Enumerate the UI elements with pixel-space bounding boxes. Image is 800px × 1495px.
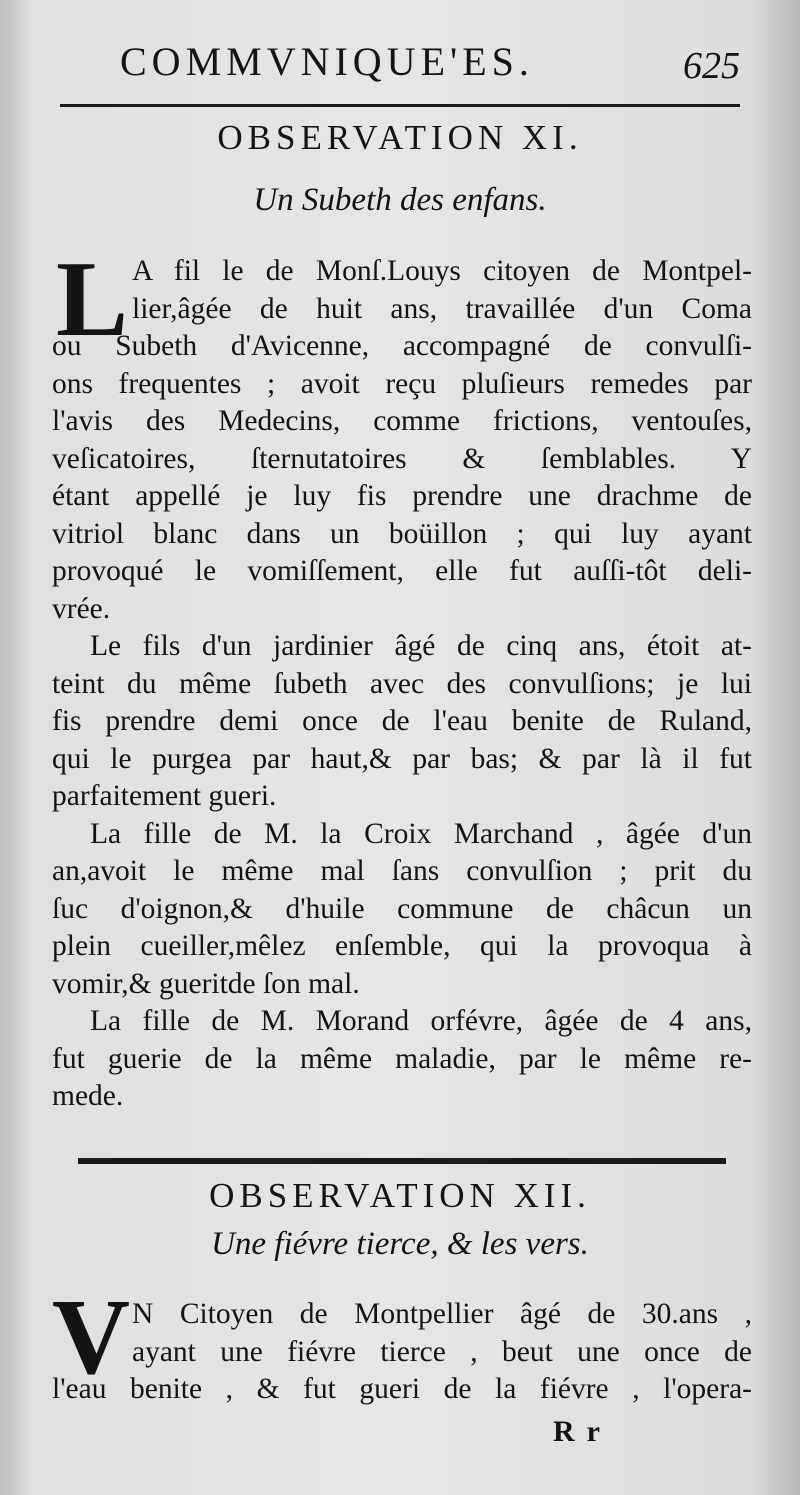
text-line: ons frequentes ; avoit reçu pluſieurs remedes par	[52, 367, 752, 400]
observation-12-heading: OBSERVATION XII.	[209, 1176, 591, 1215]
text-line: provoqué le vomiſſement, elle fut auſſi-tôt deli-	[52, 555, 752, 587]
text-line: teint du même ſubeth avec des convulſions; je lui	[52, 667, 752, 700]
observation-11-text	[52, 253, 752, 1116]
text-line: l'eau benite , & fut gueri de la fiévre , l'opera-	[52, 1373, 752, 1405]
text-line: vomir,& gueritde ſon mal.	[52, 967, 360, 1000]
text-line: qui le purgea par haut,& par bas; & par là il fut	[52, 742, 752, 775]
text-line: ayant une fiévre tierce , beut une once de	[132, 1335, 752, 1368]
text-line: étant appellé je luy fis prendre une drachme de	[52, 480, 752, 512]
catchword: Rr	[553, 1415, 612, 1448]
text-line: Le fils d'un jardinier âgé de cinq ans, étoit at-	[90, 630, 752, 662]
text-line: ſuc d'oignon,& d'huile commune de châcun un	[52, 892, 752, 925]
text-line: parfaitement gueri.	[52, 780, 277, 812]
page-number: 625	[683, 45, 740, 87]
text-line: fut guerie de la même maladie, par le même re-	[52, 1042, 752, 1075]
text-line: mede.	[52, 1080, 124, 1112]
drop-cap-l: L	[56, 240, 129, 359]
text-line: A fil le de Monſ.Louys citoyen de Montpel-	[132, 255, 752, 287]
section-rule	[78, 1158, 726, 1164]
text-line: vitriol blanc dans un boüillon ; qui luy ayant	[52, 517, 752, 550]
header-rule	[60, 104, 740, 107]
page-header	[0, 34, 800, 94]
observation-12-text	[52, 1296, 752, 1409]
text-line: vrée.	[52, 592, 111, 625]
text-line: La fille de M. Morand orfévre, âgée de 4 ans,	[90, 1005, 752, 1037]
text-line: ou Subeth d'Avicenne, accompagné de convulſi-	[52, 330, 752, 362]
drop-cap-v: V	[52, 1278, 130, 1397]
text-line: l'avis des Medecins, comme frictions, ventouſes,	[52, 405, 752, 437]
text-line: veſicatoires, ſternutatoires & ſemblables. Y	[52, 442, 752, 475]
text-line: fis prendre demi once de l'eau benite de Ruland,	[52, 705, 752, 737]
text-line: lier,âgée de huit ans, travaillée d'un Coma	[132, 292, 752, 325]
text-line: an,avoit le même mal ſans convulſion ; prit du	[52, 855, 752, 887]
observation-12-subtitle: Une fiévre tierce, & les vers.	[211, 1226, 589, 1262]
text-line: La fille de M. la Croix Marchand , âgée d'un	[90, 817, 752, 850]
observation-11-heading: OBSERVATION XI.	[217, 118, 583, 157]
running-title: COMMVNIQUE'ES.	[120, 39, 534, 84]
text-line: plein cueiller,mêlez enſemble, qui la provoqua à	[52, 930, 752, 962]
text-line: N Citoyen de Montpellier âgé de 30.ans ,	[132, 1298, 752, 1330]
observation-11-subtitle: Un Subeth des enfans.	[253, 182, 547, 218]
